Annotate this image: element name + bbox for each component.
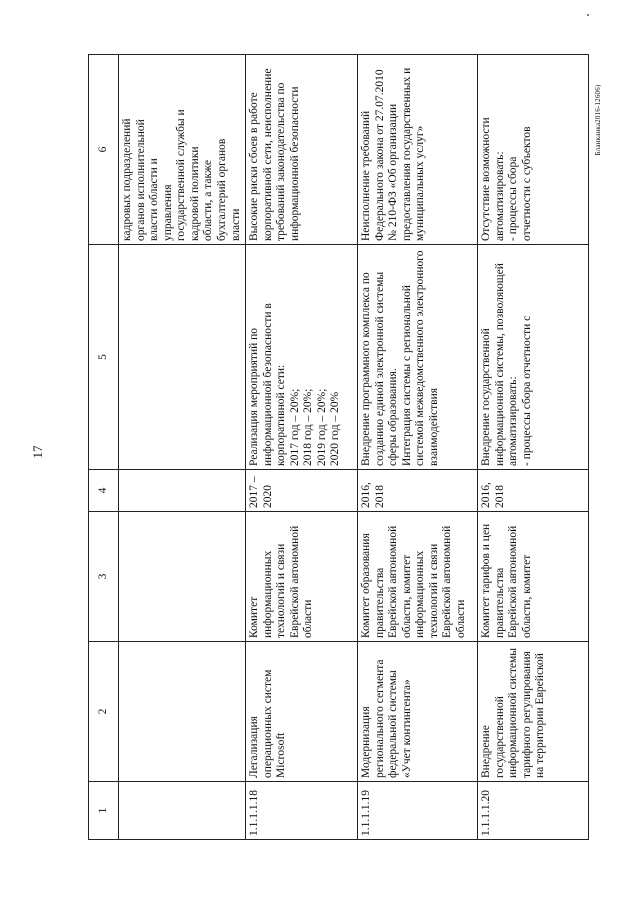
table-row — [358, 55, 478, 840]
problem-line: отчетности с субъектов — [520, 126, 533, 241]
row-number-cell: 1.1.1.1.19 — [358, 782, 478, 840]
header-cell-5: 5 — [89, 245, 119, 470]
problem-cell — [246, 55, 358, 245]
years-cell: 2016, 2018 — [358, 470, 478, 512]
table-row — [119, 55, 246, 840]
result-line: 2017 год – 20%; — [288, 388, 301, 466]
document-footer-code: Бланканка2016-12606) — [594, 84, 602, 156]
expected-result-cell — [246, 245, 358, 470]
result-line: - процессы сбора отчетности с — [520, 315, 533, 466]
executor-cell: Комитет информационных технологий и связи Еврейской автономной области — [246, 512, 358, 642]
problem-line: Высокие риски сбоев в работе корпоративной сети, неисполнение требований законодательства по информационной безопасности — [248, 68, 301, 241]
header-cell-6: 6 — [89, 55, 119, 245]
executor-cell — [119, 512, 246, 642]
problem-cell — [358, 55, 478, 245]
result-line: 2018 год – 20%; — [302, 388, 315, 466]
rotated-table-wrapper — [88, 55, 573, 840]
executor-cell: Комитет образования правительства Еврейской автономной области, комитет информационных технологий и связи Еврейской автономной области — [358, 512, 478, 642]
problem-line: власти — [229, 208, 242, 241]
row-number-cell: 1.1.1.1.20 — [478, 782, 589, 840]
table-row — [246, 55, 358, 840]
measure-name-cell: Модернизация регионального сегмента федеральной системы «Учет контингента» — [358, 642, 478, 782]
result-line: Реализация мероприятий по информационной безопасности в корпоративной сети: — [248, 303, 288, 466]
header-cell-4: 4 — [89, 470, 119, 512]
years-cell: 2016, 2018 — [478, 470, 589, 512]
problem-line: кадровых подразделений — [121, 118, 133, 241]
result-line: Внедрение программного комплекса по созданию единой электронной системы сферы образования. — [360, 271, 400, 466]
header-cell-2: 2 — [89, 642, 119, 782]
program-measures-table — [88, 54, 589, 840]
row-number-cell: 1.1.1.1.18 — [246, 782, 358, 840]
problem-line: бухгалтерий органов — [215, 138, 228, 241]
problem-cell — [119, 55, 246, 245]
measure-name-cell — [119, 642, 246, 782]
page-number: 17 — [30, 445, 45, 459]
years-cell — [119, 470, 246, 512]
result-line: Внедрение государственной информационной системы, позволяющей автоматизировать: — [480, 263, 520, 466]
header-cell-3: 3 — [89, 512, 119, 642]
table-row — [478, 55, 589, 840]
expected-result-cell — [358, 245, 478, 470]
problem-line: - процессы сбора — [507, 156, 520, 241]
table-header-row — [89, 55, 119, 840]
scan-speck — [587, 14, 589, 16]
problem-line: государственной службы и — [175, 109, 188, 241]
problem-line: власти области и — [148, 158, 161, 241]
problem-cell — [478, 55, 589, 245]
executor-cell: Комитет тарифов и цен правительства Еврейской автономной области, комитет — [478, 512, 589, 642]
expected-result-cell — [119, 245, 246, 470]
problem-line: кадровой политики — [188, 146, 201, 241]
result-line: 2020 год – 20% — [329, 391, 342, 466]
problem-line: области, а также — [202, 160, 215, 241]
expected-result-cell — [478, 245, 589, 470]
years-cell: 2017 – 2020 — [246, 470, 358, 512]
problem-line: органов исполнительной — [134, 119, 147, 241]
measure-name-cell: Внедрение государственной информационной системы тарифного регулирования на территории Еврейской — [478, 642, 589, 782]
header-cell-1: 1 — [89, 782, 119, 840]
measure-name-cell: Легализация операционных систем Microsoft — [246, 642, 358, 782]
result-line: 2019 год – 20%; — [315, 388, 328, 466]
result-line: Интеграция системы с региональной системой межведомственного электронного взаимодействия — [400, 250, 440, 466]
problem-line: Неисполнение требований Федерального закона от 27.07.2010 № 210-ФЗ «Об организации предоставления государственных и муниципальных услуг» — [360, 67, 427, 241]
problem-line: управления — [161, 184, 174, 241]
problem-line: Отсутствие возможности автоматизировать: — [480, 117, 506, 241]
row-number-cell — [119, 782, 246, 840]
